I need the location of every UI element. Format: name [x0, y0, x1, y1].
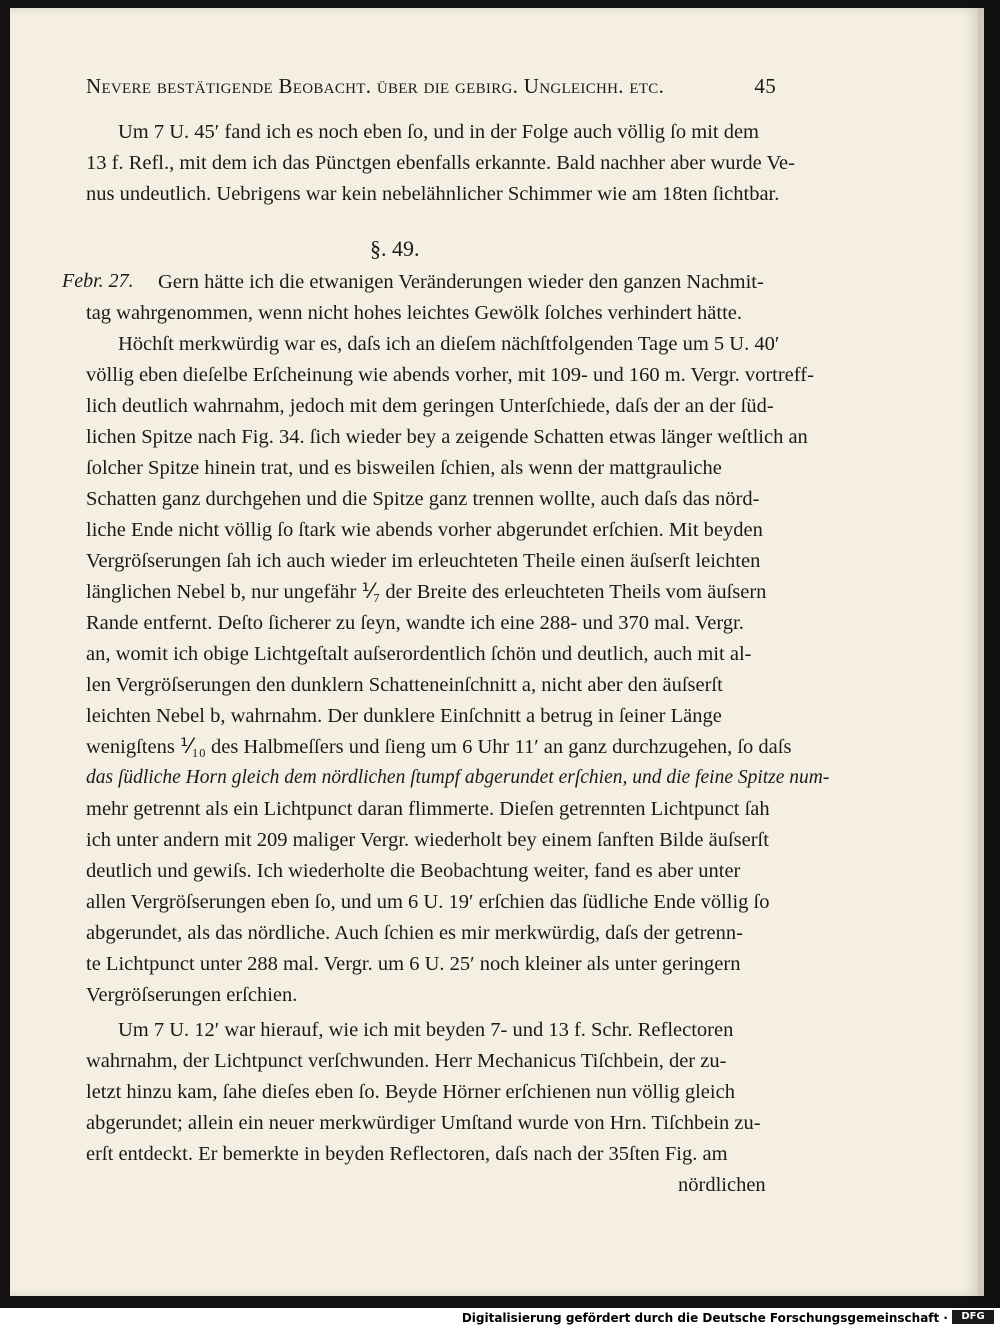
text-line: ich unter andern mit 209 maliger Vergr. wiederholt bey einem ſanften Bilde äuſserſt	[86, 829, 769, 851]
running-title: Nevere bestätigende Beobacht. über die gebirg. Ungleichh. etc.	[86, 74, 665, 98]
text-line: lich deutlich wahrnahm, jedoch mit dem geringen Unterſchiede, daſs der an der ſüd-	[86, 395, 774, 417]
page-edge	[978, 8, 984, 1296]
page-text	[10, 8, 978, 1296]
text-line: Schatten ganz durchgehen und die Spitze ganz trennen wollte, auch daſs das nörd-	[86, 488, 760, 510]
margin-date: Febr. 27.	[62, 270, 134, 292]
text-line: länglichen Nebel b, nur ungefähr ⅟₇ der Breite des erleuchteten Theils vom äuſsern	[86, 581, 767, 603]
book-page	[10, 8, 978, 1296]
text-line: Vergröſserungen ſah ich auch wieder im erleuchteten Theile einen äuſserſt leichten	[86, 550, 761, 572]
text-line: abgerundet, als das nördliche. Auch ſchien es mir merkwürdig, daſs der getrenn-	[86, 922, 743, 944]
text-line: mehr getrennt als ein Lichtpunct daran flimmerte. Dieſen getrennten Lichtpunct ſah	[86, 798, 770, 820]
running-header	[86, 74, 776, 99]
text-line: te Lichtpunct unter 288 mal. Vergr. um 6 U. 25′ noch kleiner als unter geringern	[86, 953, 741, 975]
text-line: tag wahrgenommen, wenn nicht hohes leichtes Gewölk ſolches verhindert hätte.	[86, 302, 742, 324]
text-line: ſolcher Spitze hinein trat, und es bisweilen ſchien, als wenn der mattgrauliche	[86, 457, 722, 479]
catchword: nördlichen	[678, 1174, 766, 1196]
text-line: letzt hinzu kam, ſahe dieſes eben ſo. Beyde Hörner erſchienen nun völlig gleich	[86, 1081, 735, 1103]
text-line: Um 7 U. 12′ war hierauf, wie ich mit beyden 7- und 13 f. Schr. Reflectoren	[118, 1019, 734, 1041]
text-line: erſt entdeckt. Er bemerkte in beyden Reflectoren, daſs nach der 35ſten Fig. am	[86, 1143, 728, 1165]
funding-credit: Digitalisierung gefördert durch die Deutsche Forschungsgemeinschaft ·	[461, 1311, 948, 1325]
text-line: wenigſtens ⅟₁₀ des Halbmeſſers und ſieng um 6 Uhr 11′ an ganz durchzugehen, ſo daſs	[86, 736, 792, 758]
text-line: lichen Spitze nach Fig. 34. ſich wieder bey a zeigende Schatten etwas länger weſtlich an	[86, 426, 808, 448]
section-heading: §. 49.	[370, 236, 420, 261]
text-line: 13 f. Refl., mit dem ich das Pünctgen ebenfalls erkannte. Bald nachher aber wurde Ve-	[86, 152, 795, 174]
text-line: völlig eben dieſelbe Erſcheinung wie abends vorher, mit 109- und 160 m. Vergr. vortreff-	[86, 364, 814, 386]
text-line: liche Ende nicht völlig ſo ſtark wie abends vorher abgerundet erſchien. Mit beyden	[86, 519, 763, 541]
text-line: leichten Nebel b, wahrnahm. Der dunklere Einſchnitt a betrug in ſeiner Länge	[86, 705, 722, 727]
text-line: Rande entfernt. Deſto ſicherer zu ſeyn, wandte ich eine 288- und 370 mal. Vergr.	[86, 612, 744, 634]
text-line: deutlich und gewiſs. Ich wiederholte die Beobachtung weiter, fand es aber unter	[86, 860, 741, 882]
text-line: das ſüdliche Horn gleich dem nördlichen ſtumpf abgerundet erſchien, und die feine Spitze num-	[86, 767, 830, 788]
text-line: allen Vergröſserungen eben ſo, und um 6 U. 19′ erſchien das ſüdliche Ende völlig ſo	[86, 891, 770, 913]
text-line: nus undeutlich. Uebrigens war kein nebelähnlicher Schimmer wie am 18ten ſichtbar.	[86, 183, 780, 205]
text-line: Vergröſserungen erſchien.	[86, 984, 298, 1006]
text-line: Gern hätte ich die etwanigen Veränderungen wieder den ganzen Nachmit-	[158, 271, 764, 293]
text-line: wahrnahm, der Lichtpunct verſchwunden. Herr Mechanicus Tiſchbein, der zu-	[86, 1050, 727, 1072]
page-number: 45	[754, 74, 776, 98]
text-line: an, womit ich obige Lichtgeſtalt auſserordentlich ſchön und deutlich, auch mit al-	[86, 643, 752, 665]
text-line: abgerundet; allein ein neuer merkwürdiger Umſtand wurde von Hrn. Tiſchbein zu-	[86, 1112, 761, 1134]
text-line: Um 7 U. 45′ fand ich es noch eben ſo, und in der Folge auch völlig ſo mit dem	[118, 121, 760, 143]
text-line: len Vergröſserungen den dunklern Schatteneinſchnitt a, nicht aber den äuſserſt	[86, 674, 723, 696]
text-line: Höchſt merkwürdig war es, daſs ich an dieſem nächſtfolgenden Tage um 5 U. 40′	[118, 333, 780, 355]
dfg-logo: DFG	[952, 1310, 994, 1324]
